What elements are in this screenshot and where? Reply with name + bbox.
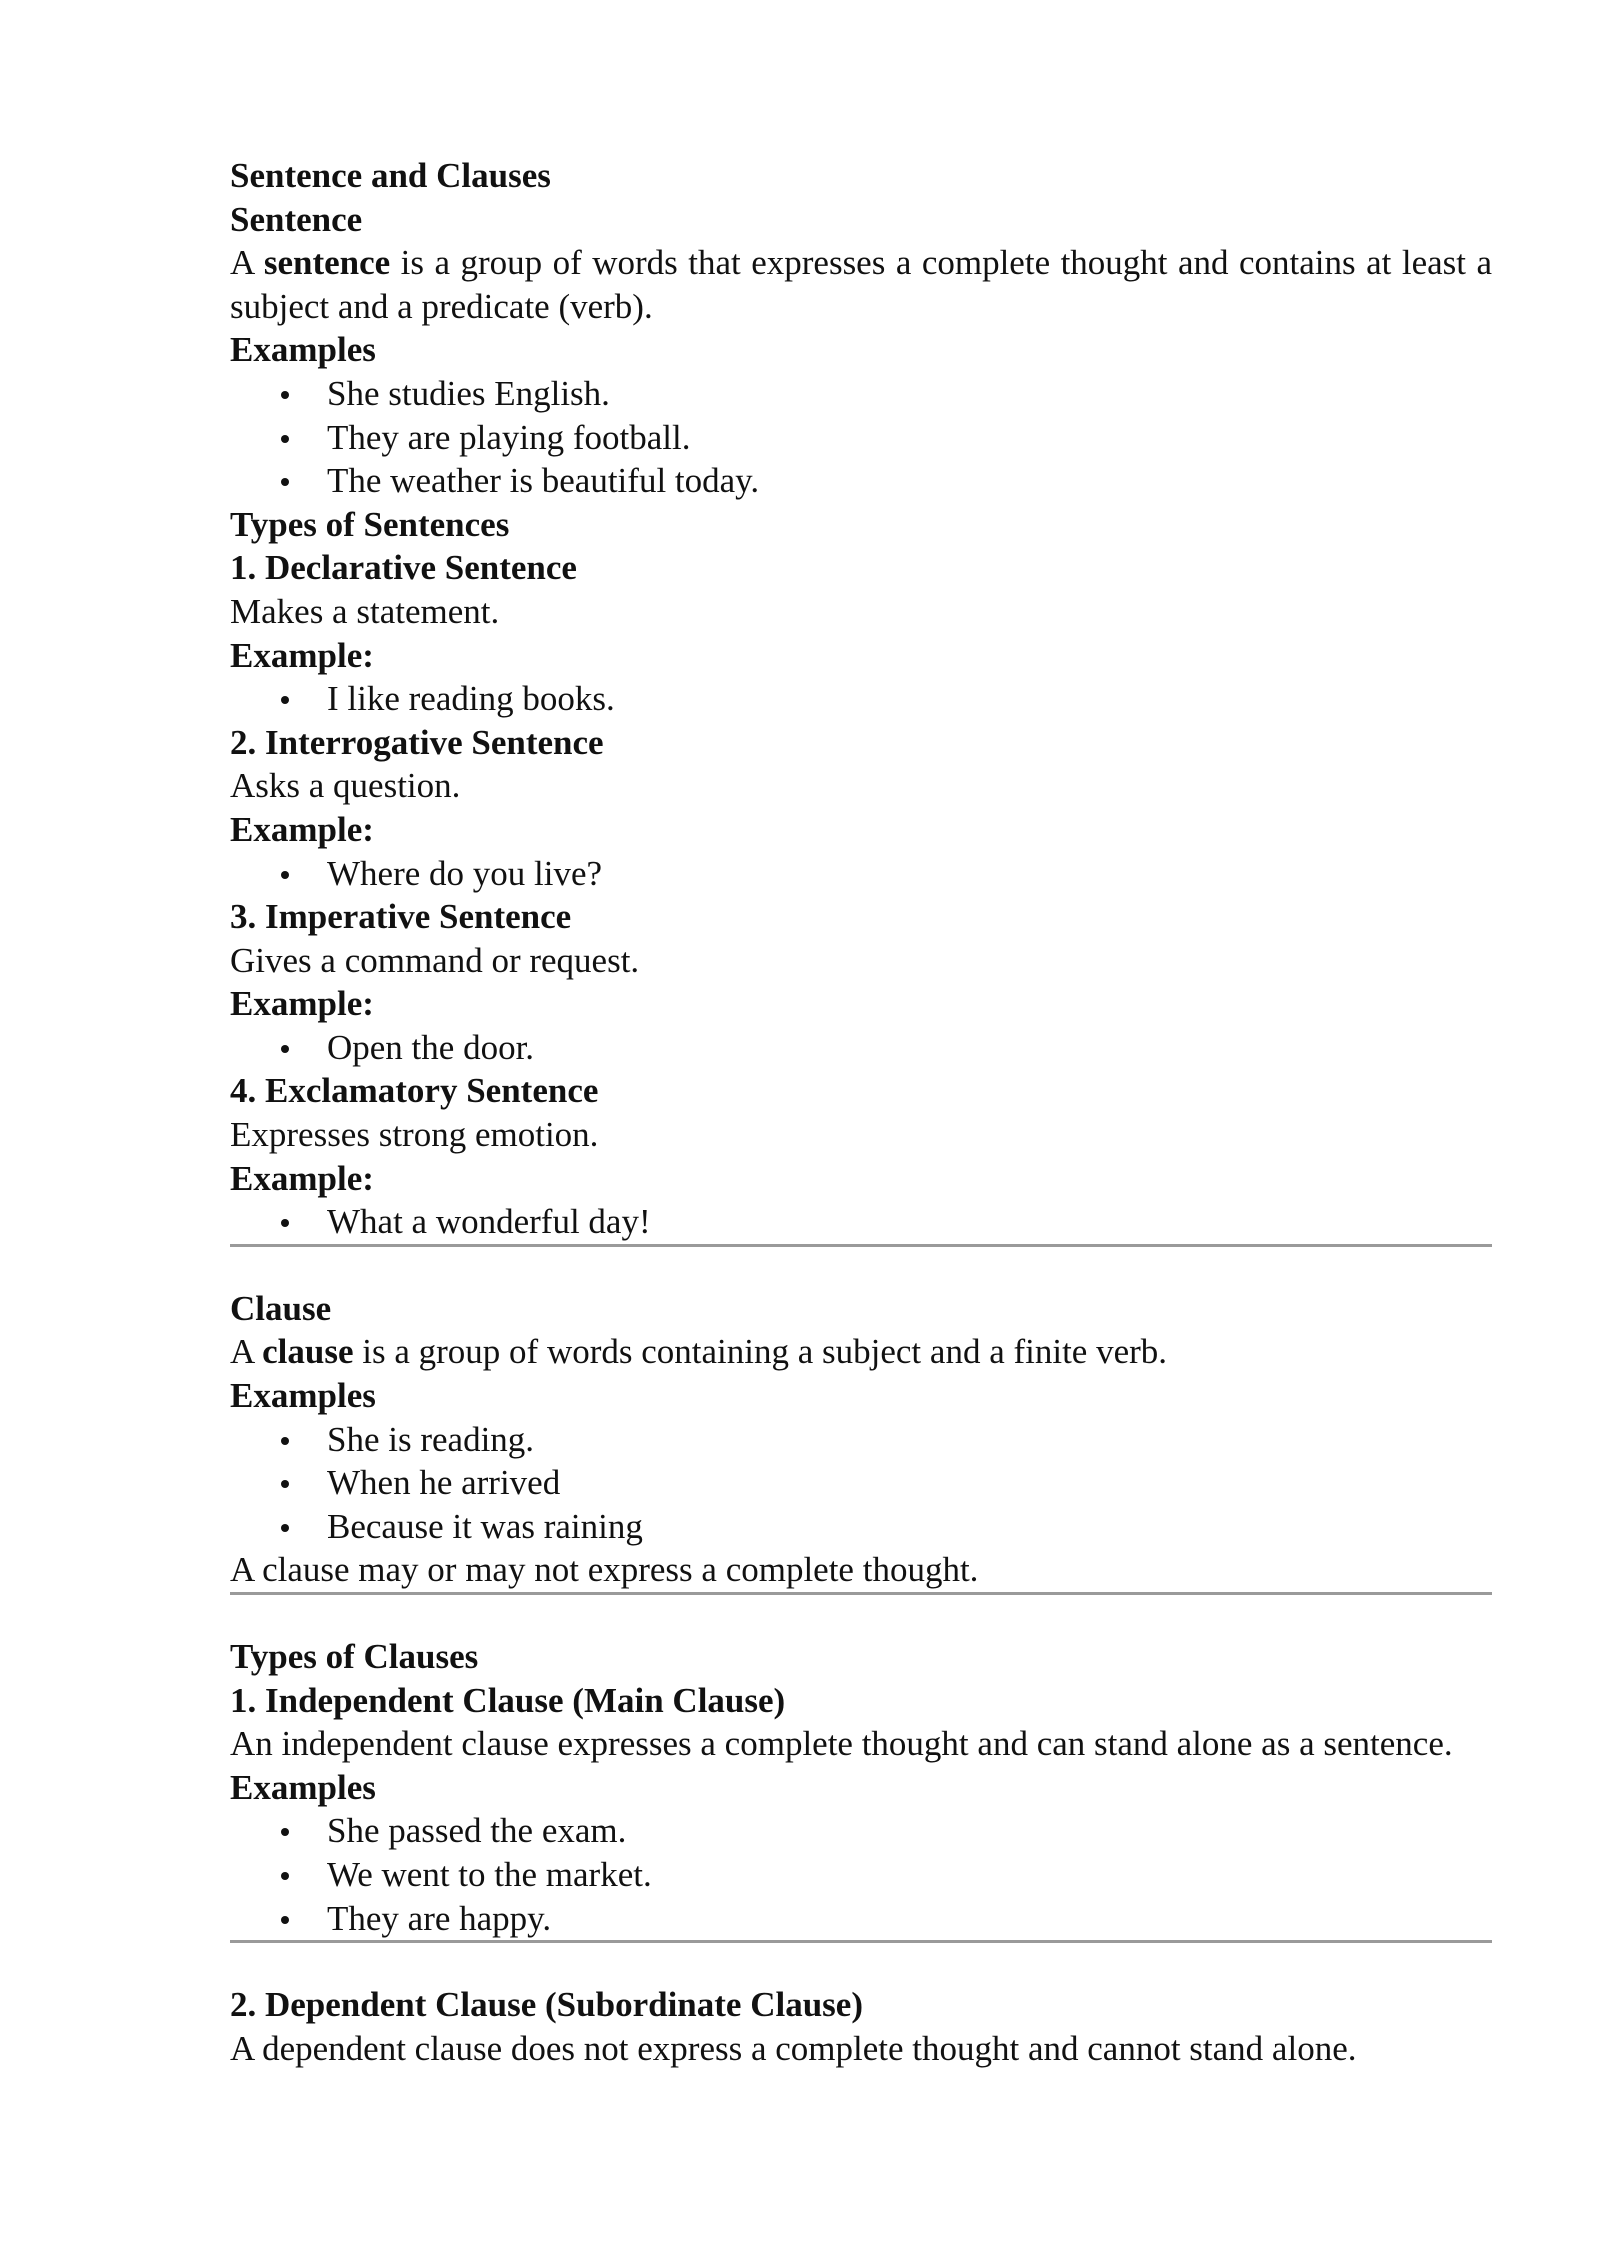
imperative-title: 3. Imperative Sentence <box>230 897 572 937</box>
list-item: Where do you live? <box>230 852 1492 896</box>
types-of-sentences-heading: Types of Sentences <box>230 504 510 544</box>
sentence-examples-list <box>230 372 1492 503</box>
dependent-clause-title: 2. Dependent Clause (Subordinate Clause) <box>230 1985 863 2025</box>
clause-definition: A clause is a group of words containing a subject and a finite verb. <box>230 1332 1168 1372</box>
sentence-heading: Sentence <box>230 199 363 239</box>
clause-examples-heading: Examples <box>230 1376 376 1416</box>
exclamatory-desc: Expresses strong emotion. <box>230 1115 599 1155</box>
document-page <box>230 154 1492 2070</box>
exclamatory-example-list <box>230 1200 1492 1244</box>
clause-note: A clause may or may not express a complete thought. <box>230 1550 979 1590</box>
list-item: They are playing football. <box>230 416 1492 460</box>
list-item: She studies English. <box>230 372 1492 416</box>
imperative-example-label: Example: <box>230 984 374 1024</box>
clause-examples-list <box>230 1418 1492 1549</box>
declarative-example-label: Example: <box>230 635 374 675</box>
declarative-title: 1. Declarative Sentence <box>230 548 577 588</box>
exclamatory-title: 4. Exclamatory Sentence <box>230 1071 599 1111</box>
sentence-definition: A sentence is a group of words that expresses a complete thought and contains at least a subject and a predicate (verb). <box>230 243 1492 326</box>
list-item: We went to the market. <box>230 1853 1492 1897</box>
declarative-desc: Makes a statement. <box>230 591 500 631</box>
horizontal-divider <box>230 1244 1492 1247</box>
interrogative-title: 2. Interrogative Sentence <box>230 722 604 762</box>
list-item: Open the door. <box>230 1026 1492 1070</box>
interrogative-example-list <box>230 852 1492 896</box>
list-item: She is reading. <box>230 1418 1492 1462</box>
clause-term: clause <box>262 1332 354 1372</box>
list-item: The weather is beautiful today. <box>230 459 1492 503</box>
horizontal-divider <box>230 1592 1492 1595</box>
imperative-example-list <box>230 1026 1492 1070</box>
interrogative-example-label: Example: <box>230 809 374 849</box>
exclamatory-example-label: Example: <box>230 1158 374 1198</box>
list-item: When he arrived <box>230 1461 1492 1505</box>
sentence-examples-heading: Examples <box>230 330 376 370</box>
imperative-desc: Gives a command or request. <box>230 940 640 980</box>
dependent-clause-desc: A dependent clause does not express a complete thought and cannot stand alone. <box>230 2028 1357 2068</box>
clause-heading: Clause <box>230 1288 332 1328</box>
types-of-clauses-heading: Types of Clauses <box>230 1637 479 1676</box>
independent-examples-list <box>230 1809 1492 1940</box>
list-item: I like reading books. <box>230 677 1492 721</box>
list-item: What a wonderful day! <box>230 1200 1492 1244</box>
list-item: She passed the exam. <box>230 1809 1492 1853</box>
interrogative-desc: Asks a question. <box>230 766 461 806</box>
independent-examples-heading: Examples <box>230 1767 376 1807</box>
document-title: Sentence and Clauses <box>230 156 551 195</box>
independent-clause-desc: An independent clause expresses a complete thought and can stand alone as a sentence. <box>230 1724 1453 1764</box>
horizontal-divider <box>230 1940 1492 1943</box>
sentence-term: sentence <box>263 243 391 283</box>
declarative-example-list <box>230 677 1492 721</box>
list-item: Because it was raining <box>230 1505 1492 1549</box>
independent-clause-title: 1. Independent Clause (Main Clause) <box>230 1680 786 1720</box>
list-item: They are happy. <box>230 1897 1492 1941</box>
